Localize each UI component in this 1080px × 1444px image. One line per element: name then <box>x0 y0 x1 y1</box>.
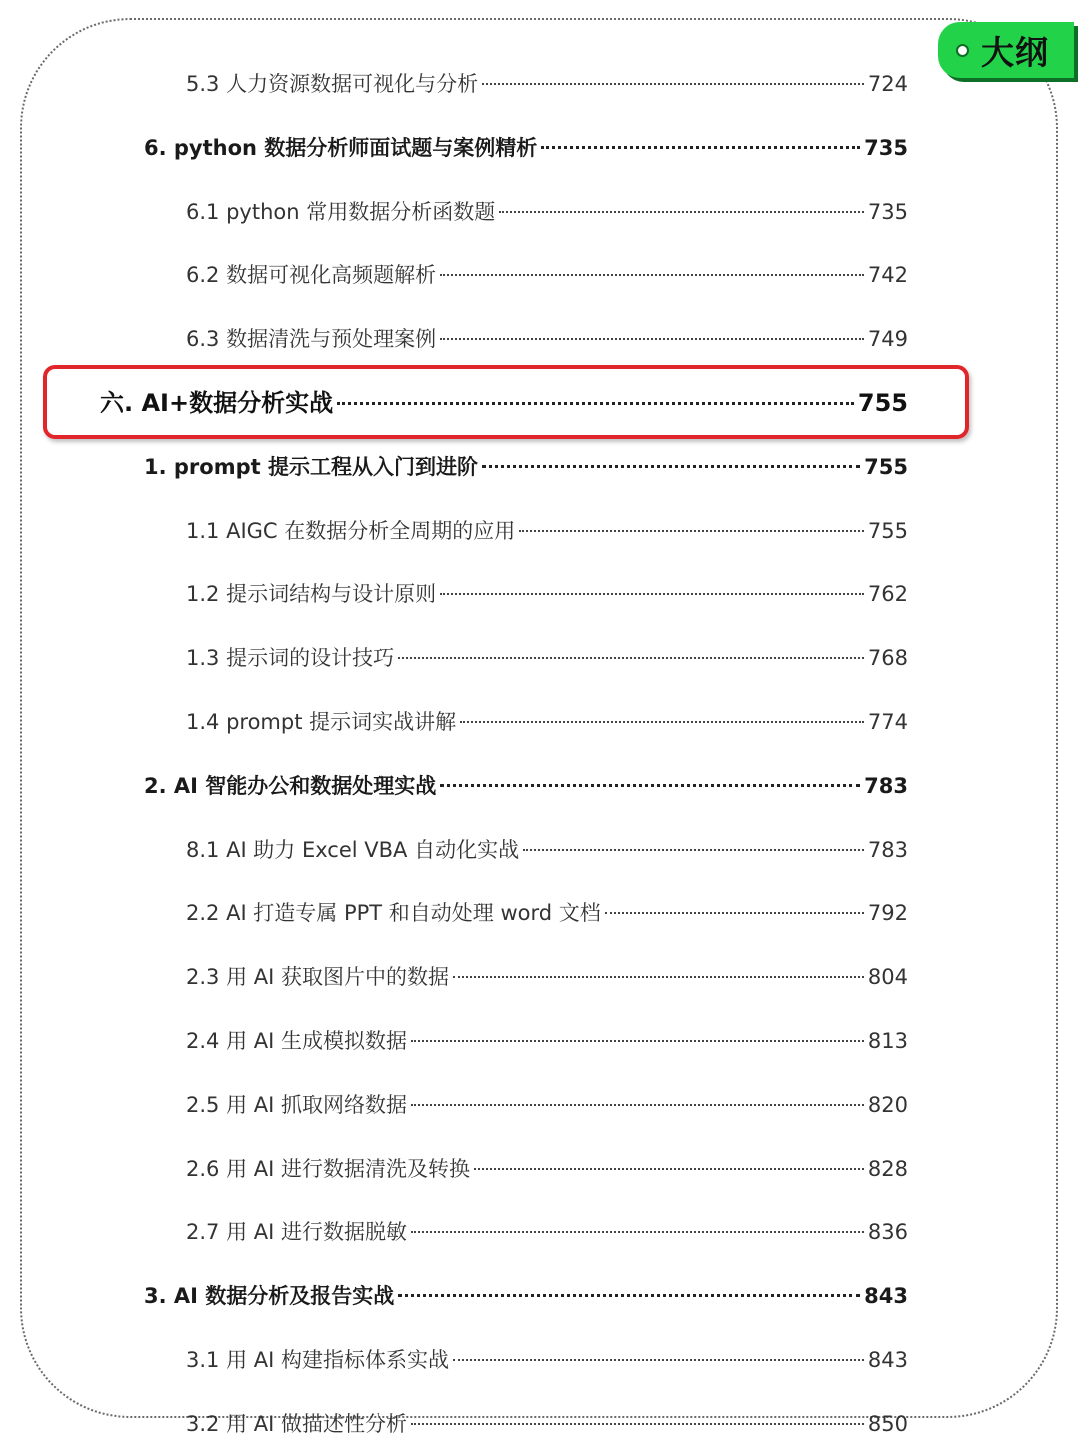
toc-entry-title: 2.6 用 AI 进行数据清洗及转换 <box>186 1156 470 1181</box>
toc-entry[interactable] <box>186 511 908 551</box>
toc-section[interactable] <box>144 1276 908 1316</box>
toc-entry-title: 1.2 提示词结构与设计原则 <box>186 582 437 607</box>
toc-entry[interactable] <box>186 192 908 232</box>
toc-entry-page: 813 <box>867 1029 908 1053</box>
toc-entry[interactable] <box>186 1149 908 1189</box>
toc-entry-title: 6.1 python 常用数据分析函数题 <box>186 199 496 224</box>
toc-entry-page: 843 <box>864 1284 908 1309</box>
dot-leader <box>519 530 864 532</box>
toc-entry-title: 2.7 用 AI 进行数据脱敏 <box>186 1220 407 1245</box>
dot-leader <box>499 211 864 213</box>
dot-leader <box>453 1359 864 1361</box>
badge-label: 大纲 <box>981 32 1049 72</box>
dot-leader <box>411 1423 864 1425</box>
toc-entry-page: 735 <box>867 199 908 224</box>
dot-leader <box>411 1231 864 1233</box>
toc-entry-title: 2.5 用 AI 抓取网络数据 <box>186 1092 407 1117</box>
toc-section[interactable] <box>144 128 908 168</box>
toc-entry-title: 1. prompt 提示工程从入门到进阶 <box>144 454 478 479</box>
toc-entry-page: 820 <box>867 1092 908 1117</box>
toc-entry-page: 774 <box>867 710 908 734</box>
toc-entry-page: 735 <box>864 135 908 160</box>
dot-leader <box>440 274 864 276</box>
dot-leader <box>398 657 864 659</box>
dot-leader <box>337 402 854 405</box>
badge-dot-icon <box>956 44 969 57</box>
toc-entry-title: 8.1 AI 助力 Excel VBA 自动化实战 <box>186 837 520 862</box>
toc-entry[interactable] <box>186 319 908 359</box>
toc-entry[interactable] <box>186 1404 908 1444</box>
dot-leader <box>440 784 860 787</box>
toc-entry-title: 2. AI 智能办公和数据处理实战 <box>144 773 437 798</box>
toc-entry[interactable] <box>186 702 908 742</box>
dot-leader <box>398 1294 860 1297</box>
dot-leader <box>460 721 864 723</box>
dot-leader <box>523 849 864 851</box>
toc-entry-page: 783 <box>864 773 908 798</box>
toc-entry-page: 755 <box>857 389 908 417</box>
outline-badge <box>938 22 1074 78</box>
toc-entry-title: 2.3 用 AI 获取图片中的数据 <box>186 965 449 990</box>
toc-entry-title: 6.3 数据清洗与预处理案例 <box>186 327 437 352</box>
dot-leader <box>474 1168 864 1170</box>
dot-leader <box>440 338 864 340</box>
toc-entry-page: 792 <box>867 901 908 926</box>
toc-entry-page: 843 <box>867 1348 908 1372</box>
toc-entry-page: 742 <box>867 263 908 288</box>
toc-entry-title: 3.1 用 AI 构建指标体系实战 <box>186 1348 449 1372</box>
toc-entry-title: 3. AI 数据分析及报告实战 <box>144 1284 395 1309</box>
toc-entry[interactable] <box>186 64 908 104</box>
toc-entry[interactable] <box>186 638 908 678</box>
toc-entry-title: 2.4 用 AI 生成模拟数据 <box>186 1029 407 1053</box>
toc-entry[interactable] <box>186 1085 908 1125</box>
dot-leader <box>482 83 864 85</box>
toc-entry-page: 755 <box>864 454 908 479</box>
toc-entry-page: 768 <box>867 646 908 671</box>
toc-entry-title: 1.1 AIGC 在数据分析全周期的应用 <box>186 518 516 543</box>
toc-entry-title: 1.4 prompt 提示词实战讲解 <box>186 710 457 734</box>
toc-entry-title: 6.2 数据可视化高频题解析 <box>186 263 437 288</box>
toc-entry-title: 3.2 用 AI 做描述性分析 <box>186 1411 407 1436</box>
toc-entry[interactable] <box>186 830 908 870</box>
dot-leader <box>453 976 864 978</box>
toc-entry-page: 836 <box>867 1220 908 1245</box>
toc-entry[interactable] <box>186 574 908 614</box>
toc-entry[interactable] <box>186 1340 908 1380</box>
toc-section[interactable] <box>144 447 908 487</box>
toc-entry[interactable] <box>186 255 908 295</box>
toc-entry-page: 828 <box>867 1156 908 1181</box>
dot-leader <box>440 593 864 595</box>
toc-entry[interactable] <box>186 957 908 997</box>
toc-section[interactable] <box>144 766 908 806</box>
dot-leader <box>411 1104 864 1106</box>
toc-entry-title: 1.3 提示词的设计技巧 <box>186 646 395 671</box>
toc-entry-title: 6. python 数据分析师面试题与案例精析 <box>144 135 538 160</box>
toc-entry-title: 六. AI+数据分析实战 <box>100 389 334 417</box>
toc-chapter[interactable] <box>100 383 908 423</box>
dot-leader <box>541 146 860 149</box>
dot-leader <box>482 465 860 468</box>
toc-entry-title: 5.3 人力资源数据可视化与分析 <box>186 72 479 96</box>
toc-entry[interactable] <box>186 1212 908 1252</box>
dot-leader <box>605 912 864 914</box>
toc-entry[interactable] <box>186 1021 908 1061</box>
toc-entry-page: 755 <box>867 518 908 543</box>
toc-entry-page: 749 <box>867 327 908 352</box>
toc-entry-page: 850 <box>867 1411 908 1436</box>
toc-entry-page: 804 <box>867 965 908 990</box>
toc-entry-page: 783 <box>867 837 908 862</box>
toc-entry-title: 2.2 AI 打造专属 PPT 和自动处理 word 文档 <box>186 901 601 926</box>
toc-entry[interactable] <box>186 893 908 933</box>
toc-entry-page: 724 <box>867 72 908 96</box>
toc-entry-page: 762 <box>867 582 908 607</box>
dot-leader <box>411 1040 864 1042</box>
